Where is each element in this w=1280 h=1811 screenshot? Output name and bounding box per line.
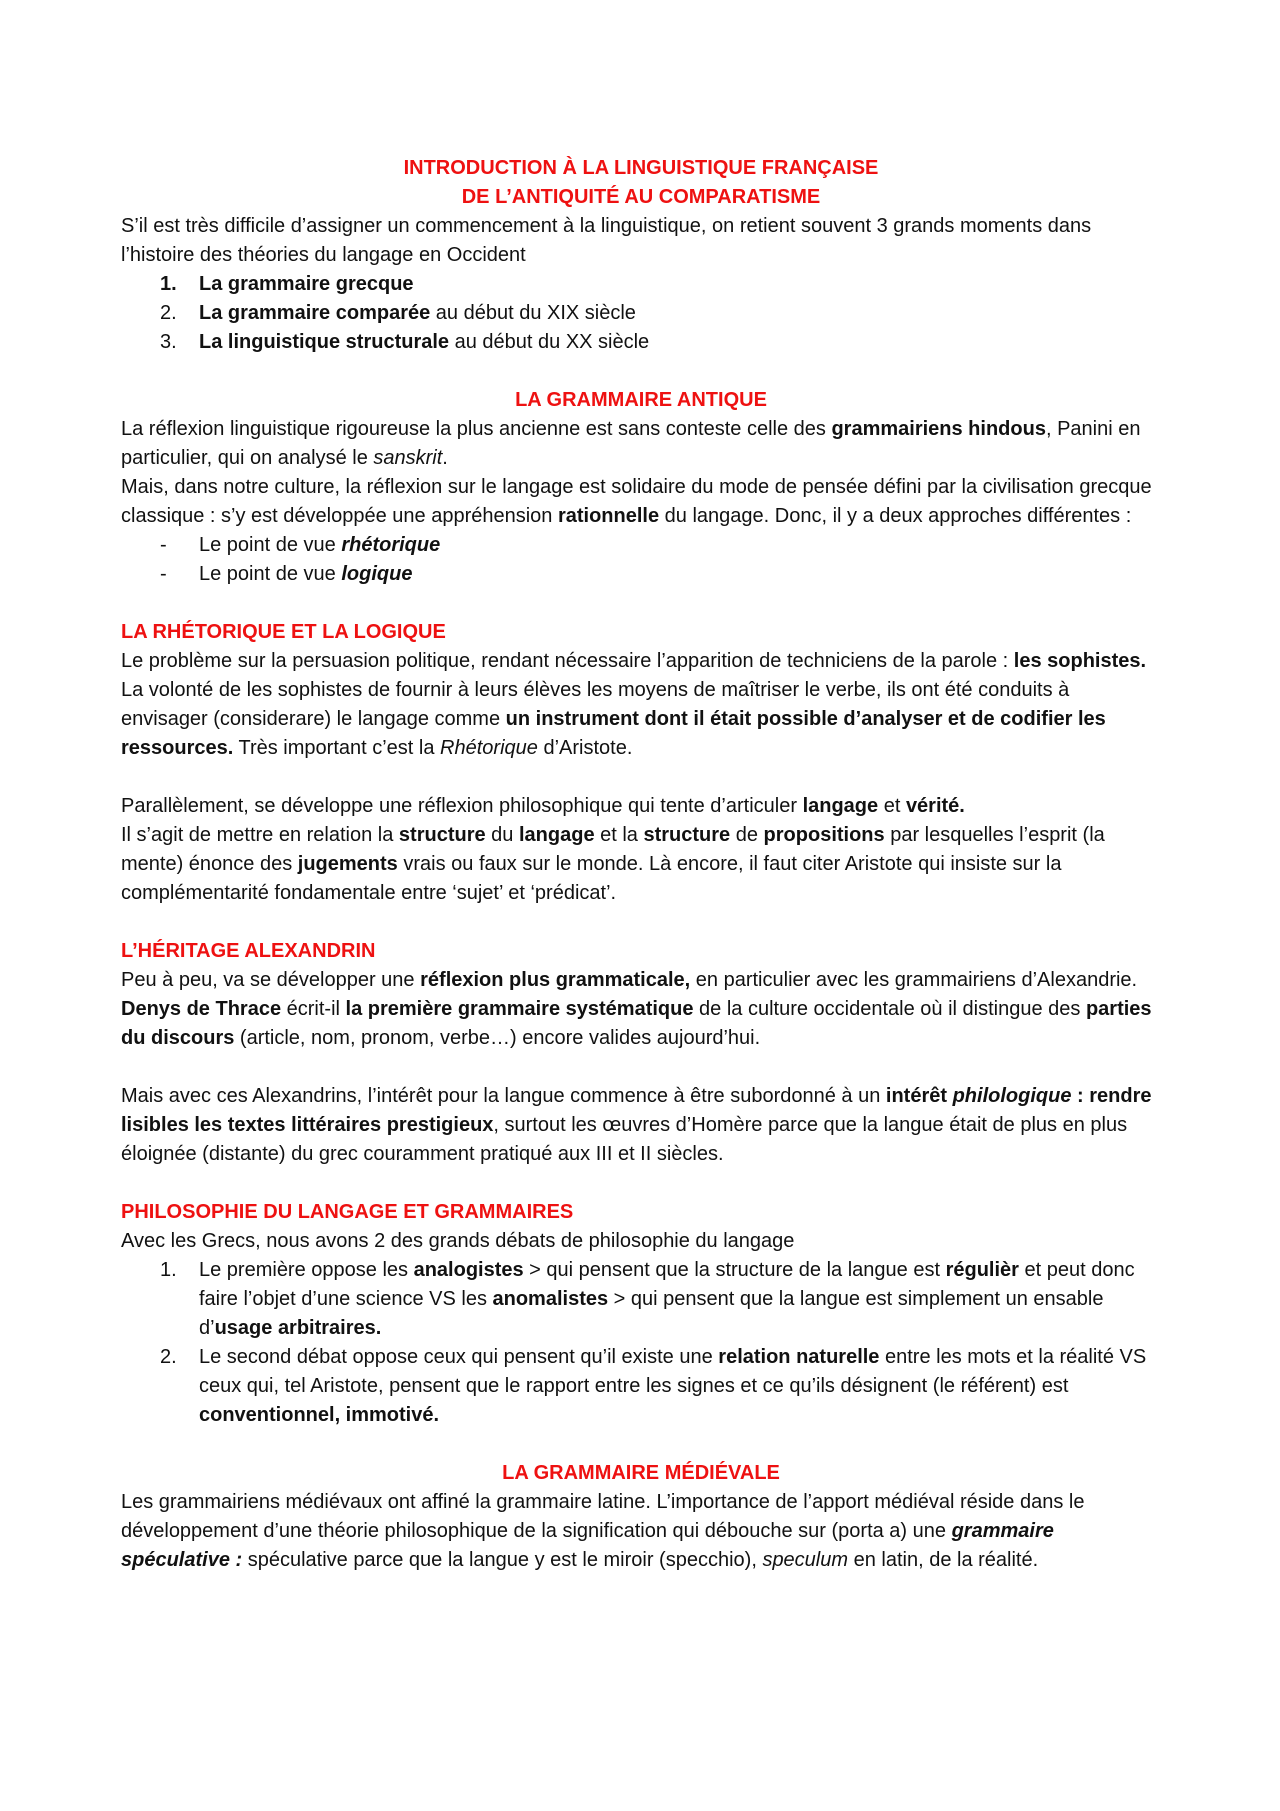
- antique-paragraph-1: La réflexion linguistique rigoureuse la plus ancienne est sans conteste celle des grammairiens hindous, Panini en particulier, qui on analysé le sanskrit.: [121, 418, 1141, 469]
- section-heading-antique: LA GRAMMAIRE ANTIQUE: [515, 389, 767, 411]
- title-line-1: INTRODUCTION À LA LINGUISTIQUE FRANÇAISE: [403, 157, 879, 179]
- rhetorique-paragraph-2: La volonté de les sophistes de fournir à leurs élèves les moyens de maîtriser le verbe, ils ont été conduits à envisager (considerare) le langage comme un instrument dont il était possible d’analyser et de codifier les ressources. Très important c’est la Rhétorique d’Aristote.: [121, 679, 1106, 759]
- list-item: [121, 328, 1161, 357]
- list-marker: -: [160, 534, 167, 556]
- section-heading-medievale: LA GRAMMAIRE MÉDIÉVALE: [502, 1462, 780, 1484]
- intro-list: [121, 270, 1161, 357]
- heritage-paragraph-2: Mais avec ces Alexandrins, l’intérêt pour la langue commence à être subordonné à un intérêt philologique : rendre lisibles les textes littéraires prestigieux, surtout les œuvres d’Homère parce que la langue était de plus en plus éloignée (distante) du grec couramment pratiqué aux III et II siècles.: [121, 1085, 1152, 1165]
- list-item-bold: La grammaire grecque: [199, 273, 414, 295]
- list-marker: 1.: [160, 1259, 177, 1281]
- antique-list: [121, 531, 1161, 589]
- list-marker: 2.: [160, 1346, 177, 1368]
- list-marker: 1.: [160, 273, 177, 295]
- list-marker: 2.: [160, 302, 177, 324]
- list-item-bold: La linguistique structurale: [199, 331, 450, 353]
- list-marker: 3.: [160, 331, 177, 353]
- rhetorique-paragraph-4: Il s’agit de mettre en relation la structure du langage et la structure de propositions par lesquelles l’esprit (la mente) énonce des jugements vrais ou faux sur le monde. Là encore, il faut citer Aristote qui insiste sur la complémentarité fondamentale entre ‘sujet’ et ‘prédicat’.: [121, 824, 1105, 904]
- section-heading-heritage: L’HÉRITAGE ALEXANDRIN: [121, 940, 376, 962]
- list-item-text: au début du XX siècle: [449, 331, 650, 353]
- list-marker: -: [160, 563, 167, 585]
- list-item-bold: La grammaire comparée: [199, 302, 431, 324]
- rhetorique-paragraph-1: Le problème sur la persuasion politique, rendant nécessaire l’apparition de techniciens de la parole : les sophistes.: [121, 650, 1147, 672]
- list-item: 2. Le second débat oppose ceux qui pensent qu’il existe une relation naturelle entre les mots et la réalité VS ceux qui, tel Aristote, pensent que le rapport entre les signes et ce qu’ils désignent (le référent) est conventionnel, immotivé.: [121, 1343, 1161, 1430]
- list-item: - Le point de vue rhétorique: [121, 531, 1161, 560]
- list-item: - Le point de vue logique: [121, 560, 1161, 589]
- antique-paragraph-2: Mais, dans notre culture, la réflexion sur le langage est solidaire du mode de pensée défini par la civilisation grecque classique : s’y est développée une appréhension rationnelle du langage. Donc, il y a deux approches différentes :: [121, 476, 1152, 527]
- title-line-2: DE L’ANTIQUITÉ AU COMPARATISME: [461, 186, 821, 208]
- philosophie-paragraph-1: Avec les Grecs, nous avons 2 des grands débats de philosophie du langage: [121, 1230, 795, 1252]
- intro-paragraph: S’il est très difficile d’assigner un commencement à la linguistique, on retient souvent 3 grands moments dans l’histoire des théories du langage en Occident: [121, 215, 1092, 266]
- medievale-paragraph-1: Les grammairiens médiévaux ont affiné la grammaire latine. L’importance de l’apport médiéval réside dans le développement d’une théorie philosophique de la signification qui débouche sur (porta a) une grammaire spéculative : spéculative parce que la langue y est le miroir (specchio), speculum en latin, de la réalité.: [121, 1491, 1085, 1571]
- list-item: [121, 270, 1161, 299]
- rhetorique-paragraph-3: Parallèlement, se développe une réflexion philosophique qui tente d’articuler langage et vérité.: [121, 795, 965, 817]
- section-heading-rhetorique: LA RHÉTORIQUE ET LA LOGIQUE: [121, 621, 446, 643]
- section-heading-philosophie: PHILOSOPHIE DU LANGAGE ET GRAMMAIRES: [121, 1201, 574, 1223]
- list-item: [121, 299, 1161, 328]
- list-item-text: au début du XIX siècle: [430, 302, 636, 324]
- philosophie-list: [121, 1256, 1161, 1430]
- heritage-paragraph-1: Peu à peu, va se développer une réflexion plus grammaticale, en particulier avec les grammairiens d’Alexandrie. Denys de Thrace écrit-il la première grammaire systématique de la culture occidentale où il distingue des parties du discours (article, nom, pronom, verbe…) encore valides aujourd’hui.: [121, 969, 1152, 1049]
- list-item: 1. Le première oppose les analogistes > qui pensent que la structure de la langue est régulièr et peut donc faire l’objet d’une science VS les anomalistes > qui pensent que la langue est simplement un ensable d’usage arbitraires.: [121, 1256, 1161, 1343]
